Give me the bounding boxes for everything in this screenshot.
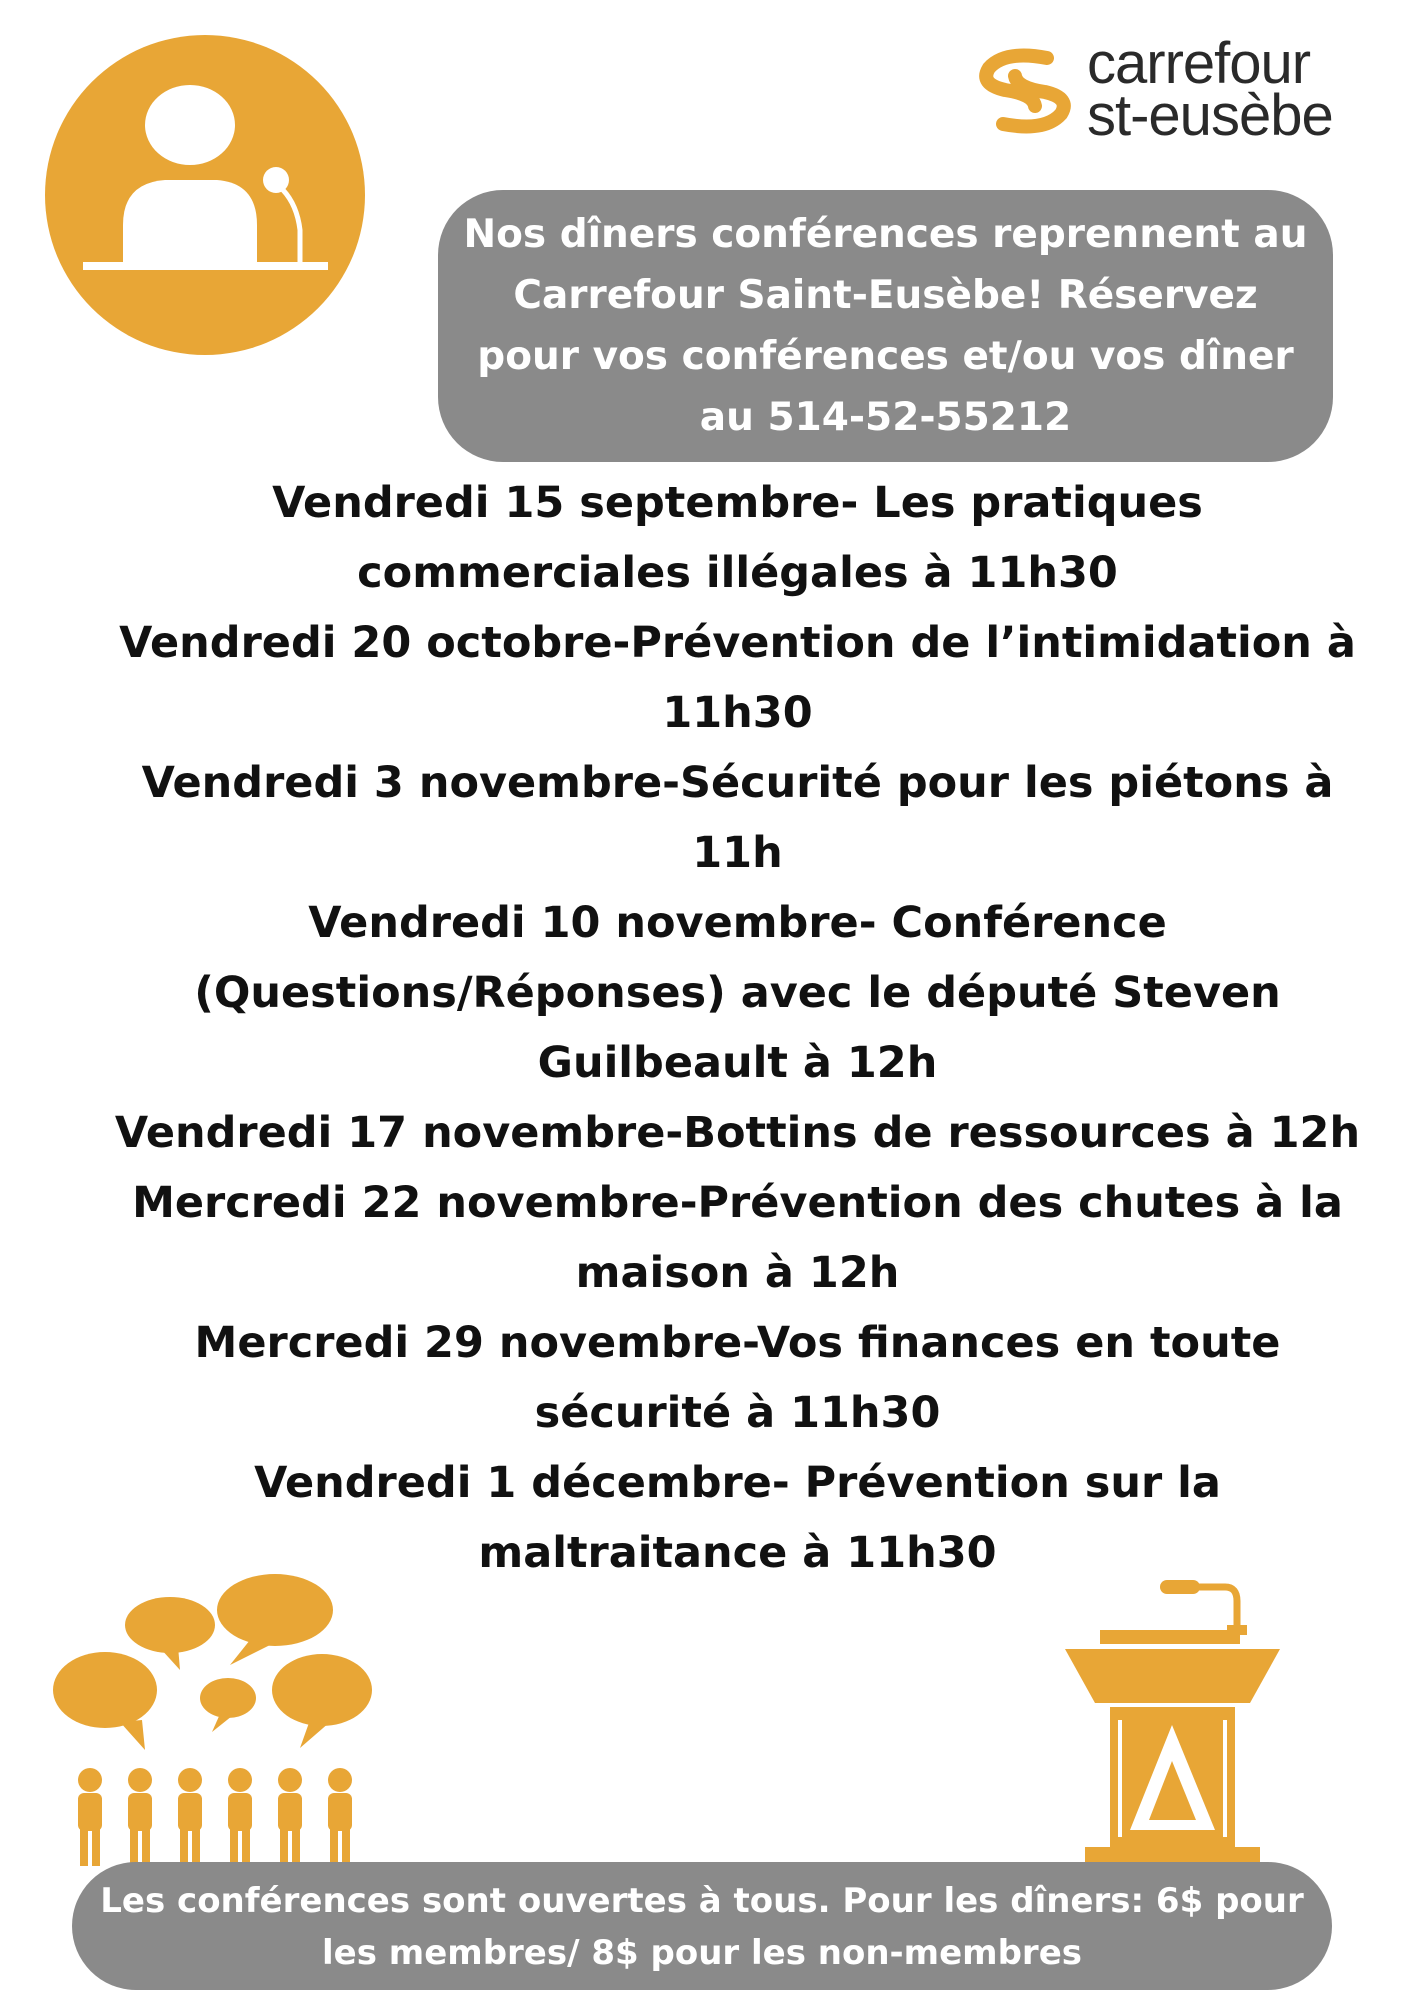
logo-wordmark (1087, 31, 1333, 148)
audience-speech-bubbles-icon (50, 1570, 380, 1870)
podium-microphone-icon (1055, 1575, 1290, 1870)
event-item: Vendredi 17 novembre-Bottins de ressources à 12h (114, 1108, 1361, 1158)
footer-banner (72, 1862, 1332, 1990)
carrefour-logo-icon (975, 46, 1075, 136)
event-item: Mercredi 29 novembre-Vos finances en toute sécurité à 11h30 (194, 1318, 1281, 1438)
event-item: Vendredi 15 septembre- Les pratiques commerciales illégales à 11h30 (272, 478, 1203, 598)
intro-text: Nos dîners conférences reprennent au Carrefour Saint-Eusèbe! Réservez pour vos conférences et/ou vos dîner au 514-52-55212 (463, 212, 1308, 440)
event-item: Vendredi 1 décembre- Prévention sur la maltraitance à 11h30 (254, 1458, 1221, 1578)
event-item: Vendredi 3 novembre-Sécurité pour les piétons à 11h (141, 758, 1334, 878)
event-item: Vendredi 20 octobre-Prévention de l’intimidation à 11h30 (119, 618, 1356, 738)
event-item: Vendredi 10 novembre- Conférence (Questions/Réponses) avec le député Steven Guilbeault à 12h (194, 898, 1281, 1088)
logo-line-2: st-eusèbe (1087, 83, 1333, 148)
speaker-at-podium-icon (45, 35, 365, 355)
intro-banner (438, 190, 1333, 462)
events-list (110, 468, 1365, 1588)
event-item: Mercredi 22 novembre-Prévention des chutes à la maison à 12h (132, 1178, 1343, 1298)
footer-text: Les conférences sont ouvertes à tous. Pour les dîners: 6$ pour les membres/ 8$ pour les non-membres (100, 1881, 1304, 1973)
carrefour-logo (975, 31, 1385, 148)
logo-line-1: carrefour (1087, 31, 1311, 96)
